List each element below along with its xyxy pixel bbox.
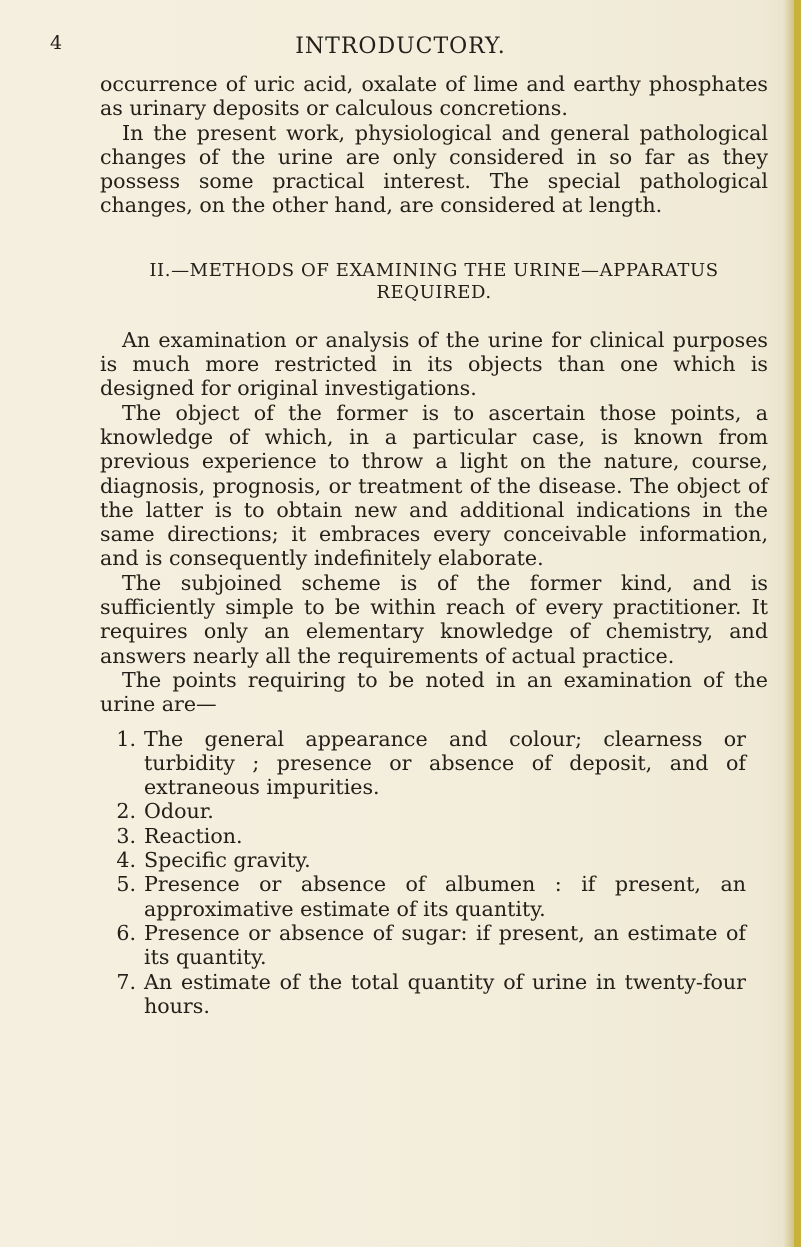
list-item-number: 4.: [116, 848, 136, 873]
paragraph: The subjoined scheme is of the former kind, and is sufficiently simple to be within reach of every practitioner. It requires only an elementary knowledge of chemistry, and answers nearly all the requirements of actual practice.: [100, 570, 768, 668]
list-item-text: Presence or absence of sugar: if present, an estimate of its quantity.: [144, 920, 746, 970]
page-edge-shadow: [783, 0, 801, 1247]
list-item: [100, 970, 768, 1019]
list-item-number: 7.: [116, 969, 136, 994]
paragraph: The points requiring to be noted in an examination of the urine are—: [100, 667, 768, 717]
list-item-number: 2.: [116, 799, 136, 824]
list-item: [100, 872, 768, 921]
list-item-text: Reaction.: [144, 823, 243, 848]
page-header: [0, 32, 801, 62]
paragraph: An examination or analysis of the urine for clinical purposes is much more restricted in its objects than one which is designed for original investigations.: [100, 327, 768, 401]
list-item-number: 5.: [116, 872, 136, 897]
paragraph: The object of the former is to ascertain those points, a knowledge of which, in a particular case, is known from previous experience to throw a light on the nature, course, diagnosis, prognosis, or treatment of the disease. The object of the latter is to obtain new and additional indications in the same directions; it embraces every conceivable information, and is consequently indefinitely elaborate.: [100, 400, 768, 571]
examination-points-list: [100, 727, 768, 1019]
section-heading-line-1: II.—METHODS OF EXAMINING THE URINE—APPARATUS: [149, 259, 719, 281]
paragraph-continuation: occurrence of uric acid, oxalate of lime and earthy phosphates as urinary deposits or calculous concretions.: [100, 72, 768, 121]
paragraph: In the present work, physiological and general pathological changes of the urine are only considered in so far as they possess some practical interest. The special pathological changes, on the other hand, are considered at length.: [100, 120, 768, 218]
list-item-text: Presence or absence of albumen : if present, an approximative estimate of its quantity.: [144, 872, 746, 921]
list-item-number: 6.: [116, 920, 136, 945]
list-item-text: Odour.: [144, 799, 214, 824]
list-item: [100, 824, 768, 848]
list-item-number: 3.: [116, 823, 136, 848]
list-item: [100, 727, 768, 800]
page-number: 4: [50, 32, 63, 54]
section-heading: [100, 260, 768, 304]
list-item: [100, 848, 768, 872]
list-item-number: 1.: [116, 726, 136, 751]
list-item-text: The general appearance and colour; clearness or turbidity ; presence or absence of deposit, and of extraneous impurities.: [144, 726, 746, 800]
page-edge-binding: [794, 0, 801, 1247]
list-item-text: An estimate of the total quantity of urine in twenty-four hours.: [144, 969, 746, 1018]
list-item: [100, 799, 768, 823]
running-head: INTRODUCTORY.: [295, 34, 506, 59]
list-item: [100, 921, 768, 970]
page-body: [100, 72, 768, 1018]
section-heading-line-2: REQUIRED.: [376, 281, 492, 303]
list-item-text: Specific gravity.: [144, 848, 311, 873]
